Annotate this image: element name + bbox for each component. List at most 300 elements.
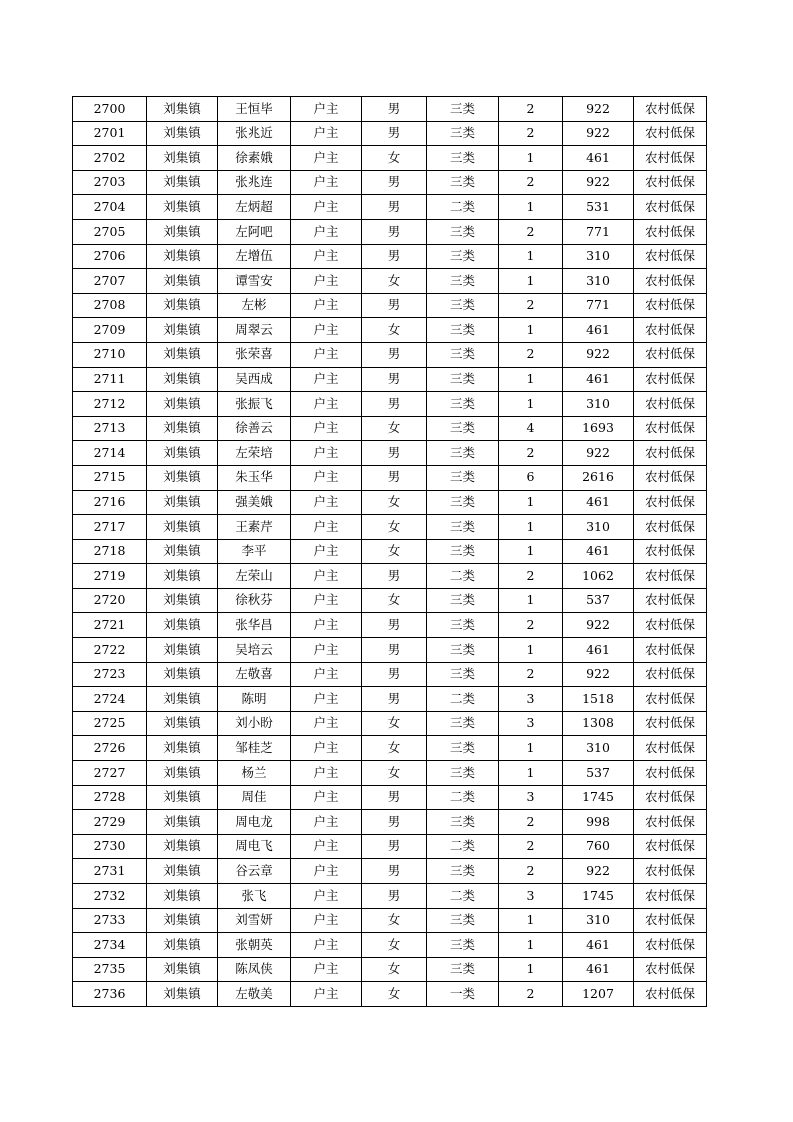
category-cell: 三类 <box>427 638 499 663</box>
table-row <box>73 441 707 466</box>
name-cell: 吴培云 <box>218 638 291 663</box>
amount-cell: 310 <box>563 908 634 933</box>
town-cell: 刘集镇 <box>147 613 218 638</box>
household-size-cell: 3 <box>499 884 563 909</box>
household-size-cell: 1 <box>499 244 563 269</box>
serial-number-cell: 2707 <box>73 269 147 294</box>
town-cell: 刘集镇 <box>147 908 218 933</box>
relation-cell: 户主 <box>291 392 362 417</box>
town-cell: 刘集镇 <box>147 884 218 909</box>
gender-cell: 男 <box>362 662 427 687</box>
serial-number-cell: 2724 <box>73 687 147 712</box>
gender-cell: 女 <box>362 957 427 982</box>
table-row <box>73 736 707 761</box>
serial-number-cell: 2715 <box>73 465 147 490</box>
relation-cell: 户主 <box>291 810 362 835</box>
table-row <box>73 859 707 884</box>
gender-cell: 女 <box>362 711 427 736</box>
amount-cell: 461 <box>563 490 634 515</box>
table-row <box>73 908 707 933</box>
name-cell: 谷云章 <box>218 859 291 884</box>
table-row <box>73 195 707 220</box>
town-cell: 刘集镇 <box>147 146 218 171</box>
table-row <box>73 269 707 294</box>
table-row <box>73 982 707 1007</box>
category-cell: 三类 <box>427 957 499 982</box>
table-row <box>73 318 707 343</box>
serial-number-cell: 2725 <box>73 711 147 736</box>
serial-number-cell: 2736 <box>73 982 147 1007</box>
relation-cell: 户主 <box>291 195 362 220</box>
gender-cell: 女 <box>362 416 427 441</box>
category-cell: 二类 <box>427 785 499 810</box>
name-cell: 吴西成 <box>218 367 291 392</box>
town-cell: 刘集镇 <box>147 785 218 810</box>
program-cell: 农村低保 <box>634 416 707 441</box>
name-cell: 左炳超 <box>218 195 291 220</box>
gender-cell: 女 <box>362 588 427 613</box>
serial-number-cell: 2705 <box>73 219 147 244</box>
relation-cell: 户主 <box>291 121 362 146</box>
program-cell: 农村低保 <box>634 687 707 712</box>
relation-cell: 户主 <box>291 416 362 441</box>
name-cell: 张兆连 <box>218 170 291 195</box>
relation-cell: 户主 <box>291 884 362 909</box>
category-cell: 三类 <box>427 662 499 687</box>
town-cell: 刘集镇 <box>147 416 218 441</box>
category-cell: 三类 <box>427 711 499 736</box>
gender-cell: 女 <box>362 318 427 343</box>
table-row <box>73 785 707 810</box>
household-size-cell: 3 <box>499 785 563 810</box>
category-cell: 二类 <box>427 687 499 712</box>
program-cell: 农村低保 <box>634 662 707 687</box>
serial-number-cell: 2733 <box>73 908 147 933</box>
amount-cell: 310 <box>563 269 634 294</box>
town-cell: 刘集镇 <box>147 244 218 269</box>
household-size-cell: 2 <box>499 121 563 146</box>
gender-cell: 男 <box>362 342 427 367</box>
amount-cell: 1518 <box>563 687 634 712</box>
table-row <box>73 564 707 589</box>
household-size-cell: 1 <box>499 908 563 933</box>
town-cell: 刘集镇 <box>147 662 218 687</box>
amount-cell: 1693 <box>563 416 634 441</box>
serial-number-cell: 2728 <box>73 785 147 810</box>
relation-cell: 户主 <box>291 662 362 687</box>
relation-cell: 户主 <box>291 146 362 171</box>
name-cell: 左阿吧 <box>218 219 291 244</box>
name-cell: 张兆近 <box>218 121 291 146</box>
table-row <box>73 219 707 244</box>
serial-number-cell: 2710 <box>73 342 147 367</box>
gender-cell: 男 <box>362 785 427 810</box>
household-size-cell: 2 <box>499 564 563 589</box>
town-cell: 刘集镇 <box>147 711 218 736</box>
relation-cell: 户主 <box>291 515 362 540</box>
town-cell: 刘集镇 <box>147 465 218 490</box>
town-cell: 刘集镇 <box>147 957 218 982</box>
category-cell: 三类 <box>427 219 499 244</box>
household-size-cell: 1 <box>499 539 563 564</box>
town-cell: 刘集镇 <box>147 539 218 564</box>
table-row <box>73 884 707 909</box>
name-cell: 王恒毕 <box>218 97 291 122</box>
serial-number-cell: 2726 <box>73 736 147 761</box>
name-cell: 邹桂芝 <box>218 736 291 761</box>
serial-number-cell: 2708 <box>73 293 147 318</box>
gender-cell: 男 <box>362 367 427 392</box>
table-row <box>73 957 707 982</box>
program-cell: 农村低保 <box>634 146 707 171</box>
category-cell: 三类 <box>427 490 499 515</box>
name-cell: 张荣喜 <box>218 342 291 367</box>
name-cell: 刘雪妍 <box>218 908 291 933</box>
household-size-cell: 1 <box>499 736 563 761</box>
name-cell: 李平 <box>218 539 291 564</box>
name-cell: 杨兰 <box>218 761 291 786</box>
name-cell: 朱玉华 <box>218 465 291 490</box>
name-cell: 陈明 <box>218 687 291 712</box>
table-row <box>73 662 707 687</box>
serial-number-cell: 2702 <box>73 146 147 171</box>
amount-cell: 922 <box>563 859 634 884</box>
amount-cell: 922 <box>563 170 634 195</box>
table-row <box>73 416 707 441</box>
relation-cell: 户主 <box>291 785 362 810</box>
name-cell: 左荣培 <box>218 441 291 466</box>
program-cell: 农村低保 <box>634 293 707 318</box>
serial-number-cell: 2712 <box>73 392 147 417</box>
relation-cell: 户主 <box>291 711 362 736</box>
amount-cell: 461 <box>563 539 634 564</box>
amount-cell: 771 <box>563 219 634 244</box>
relation-cell: 户主 <box>291 342 362 367</box>
program-cell: 农村低保 <box>634 859 707 884</box>
household-size-cell: 2 <box>499 859 563 884</box>
program-cell: 农村低保 <box>634 367 707 392</box>
relation-cell: 户主 <box>291 859 362 884</box>
household-size-cell: 1 <box>499 588 563 613</box>
relation-cell: 户主 <box>291 834 362 859</box>
serial-number-cell: 2706 <box>73 244 147 269</box>
program-cell: 农村低保 <box>634 613 707 638</box>
program-cell: 农村低保 <box>634 588 707 613</box>
household-size-cell: 2 <box>499 219 563 244</box>
household-size-cell: 2 <box>499 613 563 638</box>
category-cell: 三类 <box>427 416 499 441</box>
category-cell: 二类 <box>427 195 499 220</box>
category-cell: 二类 <box>427 834 499 859</box>
table-row <box>73 97 707 122</box>
gender-cell: 女 <box>362 908 427 933</box>
name-cell: 陈凤侠 <box>218 957 291 982</box>
gender-cell: 男 <box>362 441 427 466</box>
relation-cell: 户主 <box>291 957 362 982</box>
roster-body <box>73 97 707 1007</box>
amount-cell: 537 <box>563 761 634 786</box>
category-cell: 三类 <box>427 933 499 958</box>
name-cell: 徐善云 <box>218 416 291 441</box>
table-row <box>73 711 707 736</box>
town-cell: 刘集镇 <box>147 736 218 761</box>
category-cell: 三类 <box>427 539 499 564</box>
program-cell: 农村低保 <box>634 515 707 540</box>
town-cell: 刘集镇 <box>147 219 218 244</box>
relation-cell: 户主 <box>291 564 362 589</box>
amount-cell: 461 <box>563 638 634 663</box>
gender-cell: 男 <box>362 564 427 589</box>
table-row <box>73 465 707 490</box>
gender-cell: 女 <box>362 269 427 294</box>
category-cell: 三类 <box>427 342 499 367</box>
amount-cell: 922 <box>563 613 634 638</box>
town-cell: 刘集镇 <box>147 834 218 859</box>
town-cell: 刘集镇 <box>147 982 218 1007</box>
table-row <box>73 810 707 835</box>
category-cell: 三类 <box>427 97 499 122</box>
program-cell: 农村低保 <box>634 170 707 195</box>
household-size-cell: 2 <box>499 441 563 466</box>
table-row <box>73 588 707 613</box>
serial-number-cell: 2714 <box>73 441 147 466</box>
program-cell: 农村低保 <box>634 908 707 933</box>
amount-cell: 2616 <box>563 465 634 490</box>
table-row <box>73 392 707 417</box>
household-size-cell: 1 <box>499 490 563 515</box>
town-cell: 刘集镇 <box>147 441 218 466</box>
gender-cell: 男 <box>362 687 427 712</box>
table-row <box>73 146 707 171</box>
category-cell: 三类 <box>427 761 499 786</box>
household-size-cell: 2 <box>499 834 563 859</box>
town-cell: 刘集镇 <box>147 269 218 294</box>
household-size-cell: 2 <box>499 342 563 367</box>
name-cell: 周翠云 <box>218 318 291 343</box>
household-size-cell: 2 <box>499 662 563 687</box>
household-size-cell: 1 <box>499 957 563 982</box>
program-cell: 农村低保 <box>634 638 707 663</box>
amount-cell: 1207 <box>563 982 634 1007</box>
category-cell: 三类 <box>427 146 499 171</box>
gender-cell: 男 <box>362 834 427 859</box>
name-cell: 周佳 <box>218 785 291 810</box>
serial-number-cell: 2721 <box>73 613 147 638</box>
category-cell: 二类 <box>427 564 499 589</box>
amount-cell: 1745 <box>563 785 634 810</box>
name-cell: 张华昌 <box>218 613 291 638</box>
serial-number-cell: 2717 <box>73 515 147 540</box>
document-page <box>72 96 706 1007</box>
program-cell: 农村低保 <box>634 736 707 761</box>
household-size-cell: 1 <box>499 638 563 663</box>
relation-cell: 户主 <box>291 441 362 466</box>
town-cell: 刘集镇 <box>147 367 218 392</box>
table-row <box>73 490 707 515</box>
category-cell: 三类 <box>427 367 499 392</box>
category-cell: 三类 <box>427 588 499 613</box>
amount-cell: 922 <box>563 662 634 687</box>
serial-number-cell: 2716 <box>73 490 147 515</box>
amount-cell: 1745 <box>563 884 634 909</box>
table-row <box>73 933 707 958</box>
name-cell: 谭雪安 <box>218 269 291 294</box>
name-cell: 左荣山 <box>218 564 291 589</box>
table-row <box>73 638 707 663</box>
relation-cell: 户主 <box>291 613 362 638</box>
name-cell: 周电飞 <box>218 834 291 859</box>
category-cell: 三类 <box>427 613 499 638</box>
program-cell: 农村低保 <box>634 195 707 220</box>
household-size-cell: 1 <box>499 195 563 220</box>
amount-cell: 537 <box>563 588 634 613</box>
program-cell: 农村低保 <box>634 392 707 417</box>
household-size-cell: 3 <box>499 711 563 736</box>
town-cell: 刘集镇 <box>147 810 218 835</box>
town-cell: 刘集镇 <box>147 490 218 515</box>
category-cell: 三类 <box>427 392 499 417</box>
program-cell: 农村低保 <box>634 834 707 859</box>
town-cell: 刘集镇 <box>147 293 218 318</box>
gender-cell: 男 <box>362 613 427 638</box>
amount-cell: 922 <box>563 342 634 367</box>
amount-cell: 310 <box>563 244 634 269</box>
program-cell: 农村低保 <box>634 539 707 564</box>
program-cell: 农村低保 <box>634 490 707 515</box>
town-cell: 刘集镇 <box>147 588 218 613</box>
household-size-cell: 1 <box>499 146 563 171</box>
gender-cell: 女 <box>362 146 427 171</box>
name-cell: 徐秋芬 <box>218 588 291 613</box>
category-cell: 三类 <box>427 810 499 835</box>
household-size-cell: 2 <box>499 810 563 835</box>
program-cell: 农村低保 <box>634 785 707 810</box>
serial-number-cell: 2718 <box>73 539 147 564</box>
program-cell: 农村低保 <box>634 933 707 958</box>
table-row <box>73 834 707 859</box>
table-row <box>73 367 707 392</box>
serial-number-cell: 2713 <box>73 416 147 441</box>
category-cell: 三类 <box>427 170 499 195</box>
gender-cell: 女 <box>362 515 427 540</box>
category-cell: 三类 <box>427 293 499 318</box>
amount-cell: 771 <box>563 293 634 318</box>
table-row <box>73 244 707 269</box>
amount-cell: 531 <box>563 195 634 220</box>
name-cell: 王素芹 <box>218 515 291 540</box>
gender-cell: 女 <box>362 933 427 958</box>
gender-cell: 女 <box>362 736 427 761</box>
amount-cell: 922 <box>563 121 634 146</box>
serial-number-cell: 2731 <box>73 859 147 884</box>
name-cell: 左敬美 <box>218 982 291 1007</box>
category-cell: 三类 <box>427 441 499 466</box>
amount-cell: 310 <box>563 515 634 540</box>
serial-number-cell: 2700 <box>73 97 147 122</box>
category-cell: 二类 <box>427 884 499 909</box>
category-cell: 三类 <box>427 515 499 540</box>
amount-cell: 922 <box>563 441 634 466</box>
serial-number-cell: 2711 <box>73 367 147 392</box>
serial-number-cell: 2719 <box>73 564 147 589</box>
amount-cell: 310 <box>563 392 634 417</box>
table-row <box>73 761 707 786</box>
relation-cell: 户主 <box>291 761 362 786</box>
amount-cell: 461 <box>563 318 634 343</box>
relation-cell: 户主 <box>291 539 362 564</box>
serial-number-cell: 2734 <box>73 933 147 958</box>
gender-cell: 男 <box>362 121 427 146</box>
household-size-cell: 2 <box>499 97 563 122</box>
gender-cell: 男 <box>362 97 427 122</box>
program-cell: 农村低保 <box>634 982 707 1007</box>
table-row <box>73 342 707 367</box>
program-cell: 农村低保 <box>634 219 707 244</box>
serial-number-cell: 2722 <box>73 638 147 663</box>
relation-cell: 户主 <box>291 269 362 294</box>
relation-cell: 户主 <box>291 490 362 515</box>
relation-cell: 户主 <box>291 588 362 613</box>
gender-cell: 女 <box>362 490 427 515</box>
gender-cell: 男 <box>362 195 427 220</box>
amount-cell: 461 <box>563 367 634 392</box>
town-cell: 刘集镇 <box>147 170 218 195</box>
category-cell: 三类 <box>427 269 499 294</box>
gender-cell: 男 <box>362 293 427 318</box>
amount-cell: 461 <box>563 146 634 171</box>
gender-cell: 男 <box>362 170 427 195</box>
town-cell: 刘集镇 <box>147 195 218 220</box>
household-size-cell: 6 <box>499 465 563 490</box>
town-cell: 刘集镇 <box>147 342 218 367</box>
program-cell: 农村低保 <box>634 97 707 122</box>
serial-number-cell: 2701 <box>73 121 147 146</box>
town-cell: 刘集镇 <box>147 859 218 884</box>
gender-cell: 男 <box>362 638 427 663</box>
serial-number-cell: 2704 <box>73 195 147 220</box>
gender-cell: 男 <box>362 392 427 417</box>
serial-number-cell: 2723 <box>73 662 147 687</box>
program-cell: 农村低保 <box>634 269 707 294</box>
amount-cell: 998 <box>563 810 634 835</box>
town-cell: 刘集镇 <box>147 392 218 417</box>
town-cell: 刘集镇 <box>147 638 218 663</box>
town-cell: 刘集镇 <box>147 687 218 712</box>
name-cell: 左增伍 <box>218 244 291 269</box>
program-cell: 农村低保 <box>634 121 707 146</box>
relation-cell: 户主 <box>291 982 362 1007</box>
category-cell: 三类 <box>427 465 499 490</box>
household-size-cell: 1 <box>499 367 563 392</box>
town-cell: 刘集镇 <box>147 318 218 343</box>
category-cell: 三类 <box>427 121 499 146</box>
program-cell: 农村低保 <box>634 564 707 589</box>
name-cell: 强美娥 <box>218 490 291 515</box>
name-cell: 左彬 <box>218 293 291 318</box>
program-cell: 农村低保 <box>634 711 707 736</box>
household-size-cell: 3 <box>499 687 563 712</box>
program-cell: 农村低保 <box>634 810 707 835</box>
gender-cell: 男 <box>362 810 427 835</box>
name-cell: 张振飞 <box>218 392 291 417</box>
relation-cell: 户主 <box>291 170 362 195</box>
relation-cell: 户主 <box>291 97 362 122</box>
gender-cell: 男 <box>362 244 427 269</box>
household-size-cell: 1 <box>499 318 563 343</box>
program-cell: 农村低保 <box>634 441 707 466</box>
table-row <box>73 170 707 195</box>
serial-number-cell: 2709 <box>73 318 147 343</box>
